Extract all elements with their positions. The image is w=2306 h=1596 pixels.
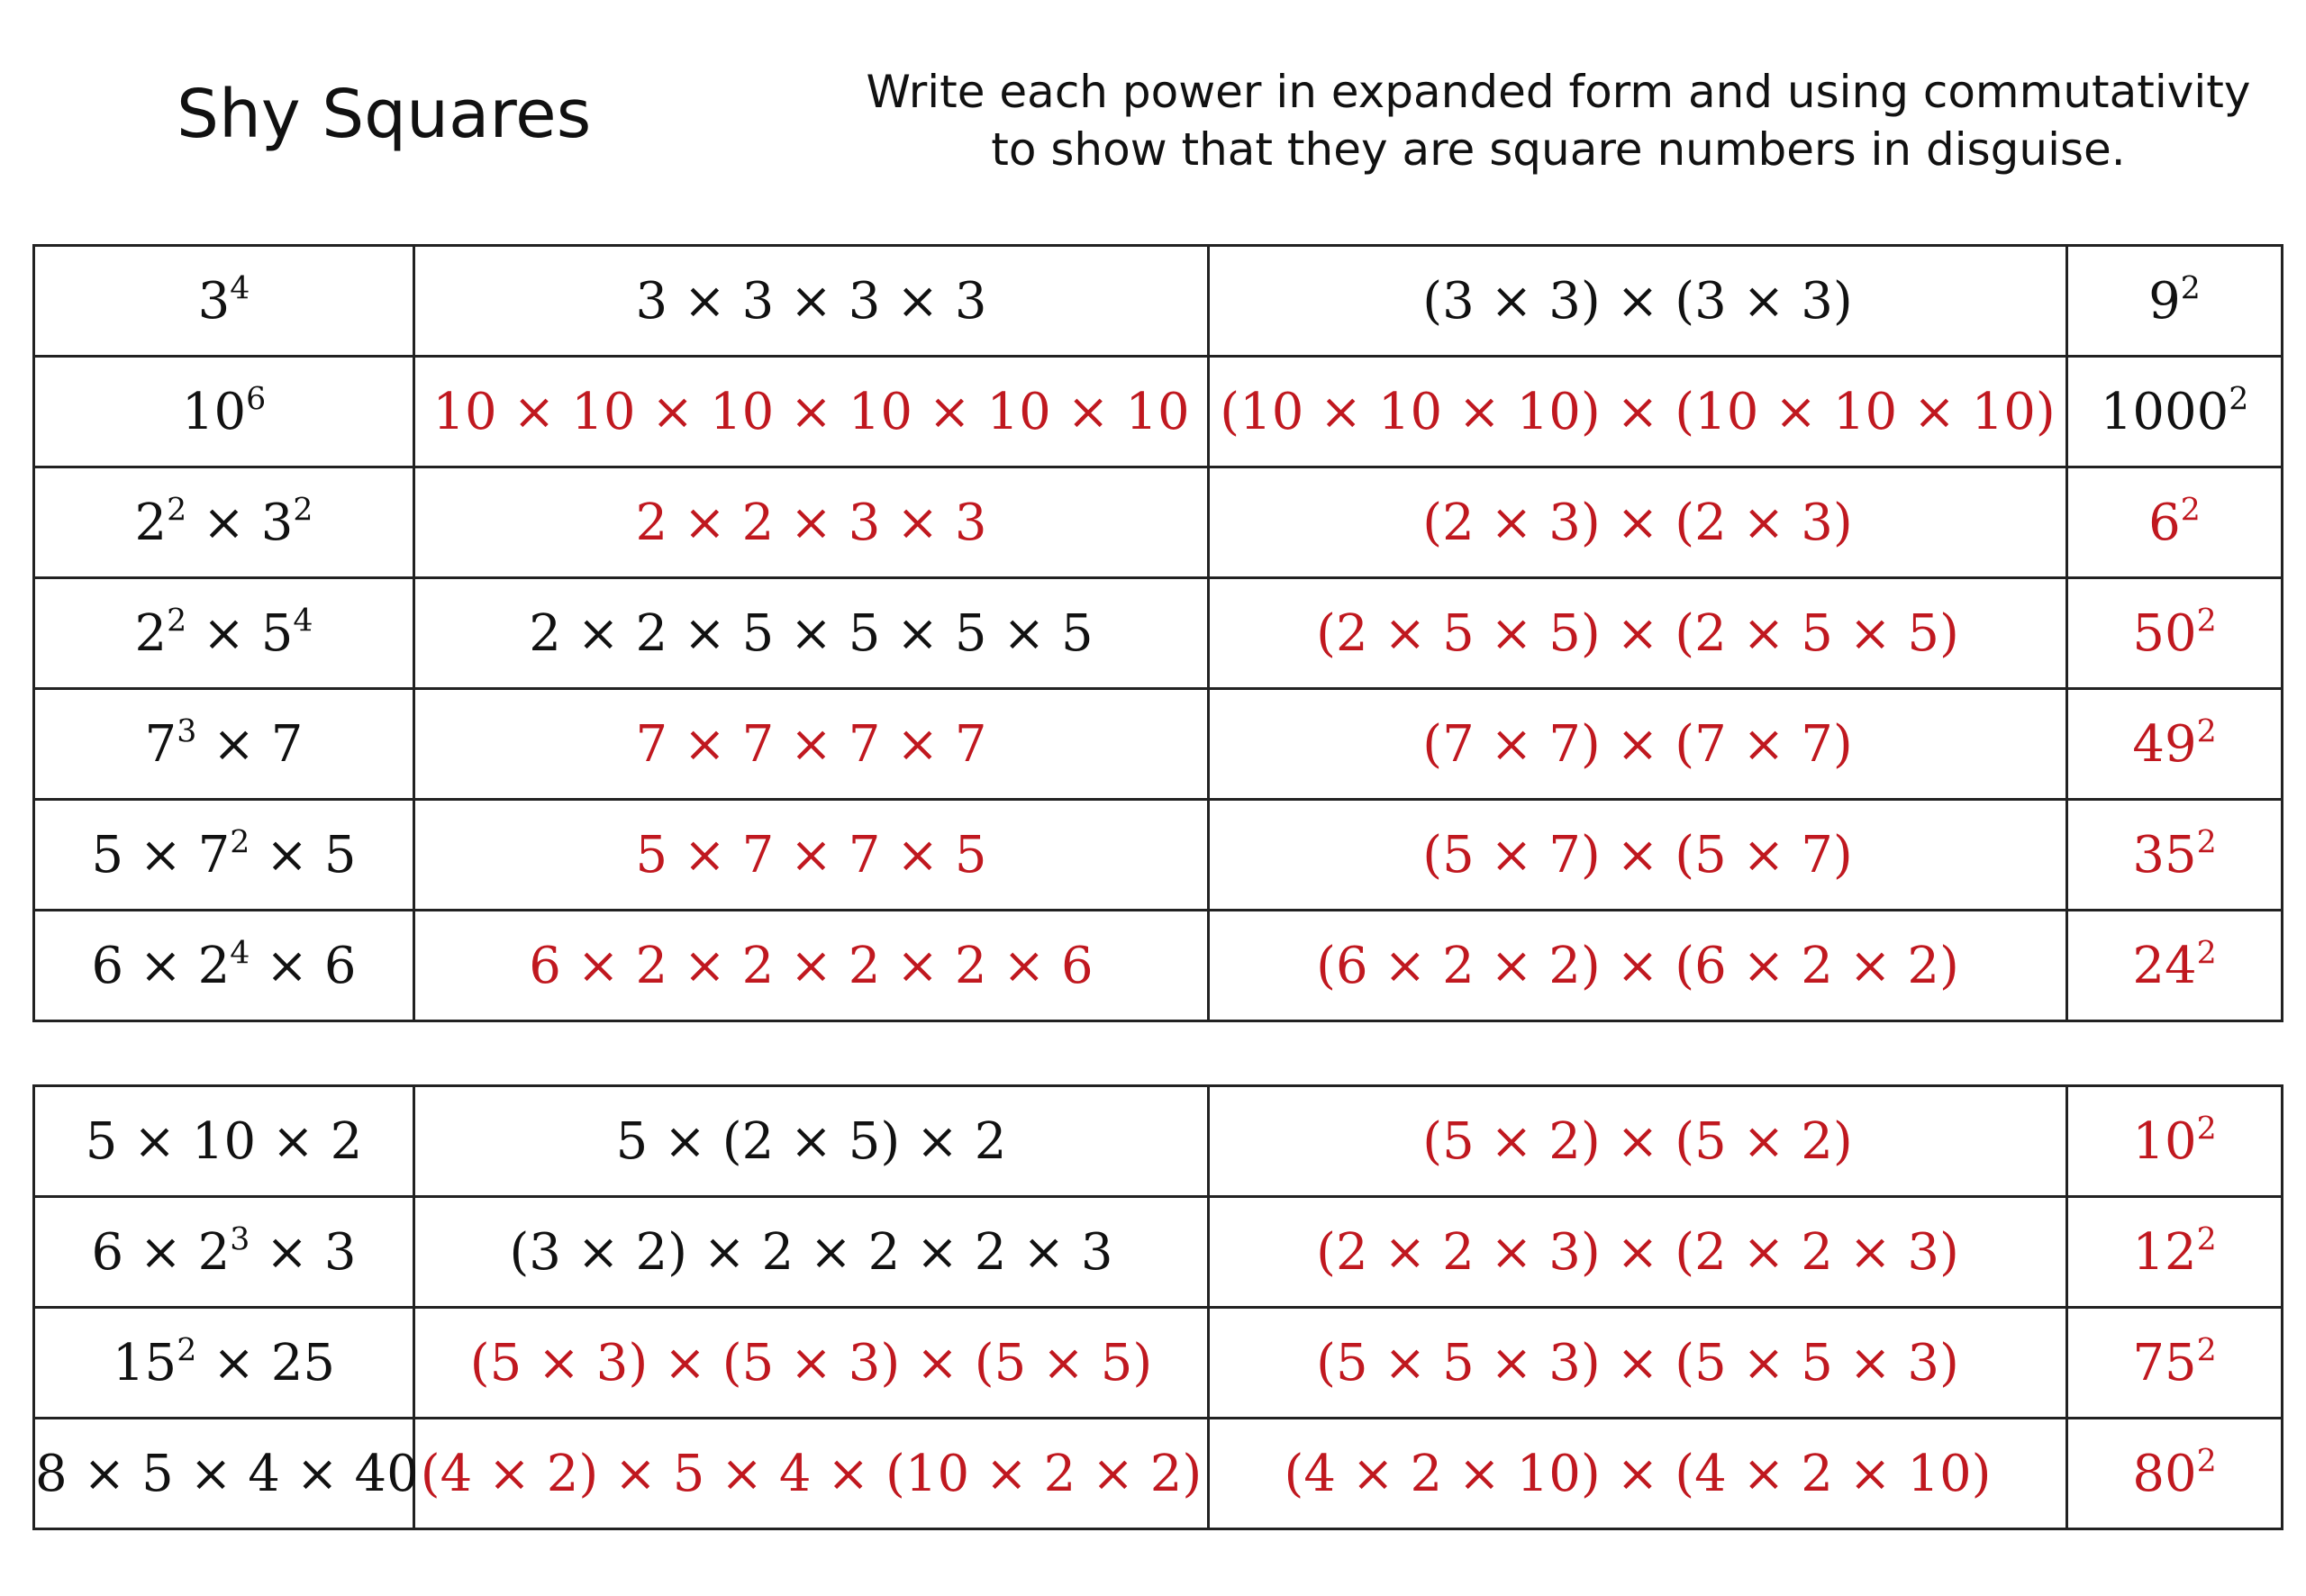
- table-row: [34, 911, 2283, 1021]
- square-cell: $35^2$: [2067, 800, 2283, 911]
- grouped-form-cell: (5 × 2) × (5 × 2): [1209, 1086, 2067, 1197]
- expanded-form-cell: 5 × (2 × 5) × 2: [414, 1086, 1209, 1197]
- powers-table-main: [32, 244, 2283, 1022]
- table-row: [34, 1308, 2283, 1419]
- expanded-form-cell: 2 × 2 × 5 × 5 × 5 × 5: [414, 578, 1209, 689]
- power-cell: $15^2 \times 25$: [34, 1308, 414, 1419]
- square-cell: $80^2$: [2067, 1419, 2283, 1529]
- expanded-form-cell: 2 × 2 × 3 × 3: [414, 467, 1209, 578]
- table-row: [34, 1086, 2283, 1197]
- page-title: Shy Squares: [177, 76, 592, 153]
- square-cell: $12^2$: [2067, 1197, 2283, 1308]
- grouped-form-cell: (5 × 7) × (5 × 7): [1209, 800, 2067, 911]
- power-cell: $6 \times 2^4 \times 6$: [34, 911, 414, 1021]
- square-cell: $24^2$: [2067, 911, 2283, 1021]
- power-cell: $2^2 \times 3^2$: [34, 467, 414, 578]
- table-row: [34, 1419, 2283, 1529]
- grouped-form-cell: (2 × 3) × (2 × 3): [1209, 467, 2067, 578]
- grouped-form-cell: (2 × 2 × 3) × (2 × 2 × 3): [1209, 1197, 2067, 1308]
- square-cell: $10^2$: [2067, 1086, 2283, 1197]
- table-body: [34, 246, 2283, 1021]
- instructions-line-1: Write each power in expanded form and using commutativity: [866, 66, 2251, 118]
- table-row: [34, 246, 2283, 357]
- table-row: [34, 357, 2283, 467]
- power-cell: $3^4$: [34, 246, 414, 357]
- square-cell: $75^2$: [2067, 1308, 2283, 1419]
- grouped-form-cell: (4 × 2 × 10) × (4 × 2 × 10): [1209, 1419, 2067, 1529]
- grouped-form-cell: (3 × 3) × (3 × 3): [1209, 246, 2067, 357]
- square-cell: 1000$^2$: [2067, 357, 2283, 467]
- expanded-form-cell: (3 × 2) × 2 × 2 × 2 × 3: [414, 1197, 1209, 1308]
- grouped-form-cell: (2 × 5 × 5) × (2 × 5 × 5): [1209, 578, 2067, 689]
- table-row: [34, 578, 2283, 689]
- instructions: [865, 63, 2252, 178]
- powers-table-extension: [32, 1084, 2283, 1530]
- grouped-form-cell: (6 × 2 × 2) × (6 × 2 × 2): [1209, 911, 2067, 1021]
- expanded-form-cell: (4 × 2) × 5 × 4 × (10 × 2 × 2): [414, 1419, 1209, 1529]
- power-cell: $2^2 \times 5^4$: [34, 578, 414, 689]
- square-cell: $6^2$: [2067, 467, 2283, 578]
- square-cell: $50^2$: [2067, 578, 2283, 689]
- power-cell: $5 \times 7^2 \times 5$: [34, 800, 414, 911]
- power-cell: 5 × 10 × 2: [34, 1086, 414, 1197]
- expanded-form-cell: 5 × 7 × 7 × 5: [414, 800, 1209, 911]
- expanded-form-cell: 10 × 10 × 10 × 10 × 10 × 10: [414, 357, 1209, 467]
- expanded-form-cell: 7 × 7 × 7 × 7: [414, 689, 1209, 800]
- table-row: [34, 689, 2283, 800]
- expanded-form-cell: 6 × 2 × 2 × 2 × 2 × 6: [414, 911, 1209, 1021]
- table-row: [34, 467, 2283, 578]
- expanded-form-cell: 3 × 3 × 3 × 3: [414, 246, 1209, 357]
- power-cell: $10^6$: [34, 357, 414, 467]
- square-cell: $49^2$: [2067, 689, 2283, 800]
- power-cell: $7^3 \times 7$: [34, 689, 414, 800]
- grouped-form-cell: (5 × 5 × 3) × (5 × 5 × 3): [1209, 1308, 2067, 1419]
- power-cell: $6 \times 2^3 \times 3$: [34, 1197, 414, 1308]
- power-cell: 8 × 5 × 4 × 40: [34, 1419, 414, 1529]
- instructions-line-2: to show that they are square numbers in disguise.: [991, 123, 2126, 176]
- square-cell: $9^2$: [2067, 246, 2283, 357]
- grouped-form-cell: (7 × 7) × (7 × 7): [1209, 689, 2067, 800]
- table-body: [34, 1086, 2283, 1529]
- grouped-form-cell: (10 × 10 × 10) × (10 × 10 × 10): [1209, 357, 2067, 467]
- table-row: [34, 800, 2283, 911]
- table-row: [34, 1197, 2283, 1308]
- expanded-form-cell: (5 × 3) × (5 × 3) × (5 × 5): [414, 1308, 1209, 1419]
